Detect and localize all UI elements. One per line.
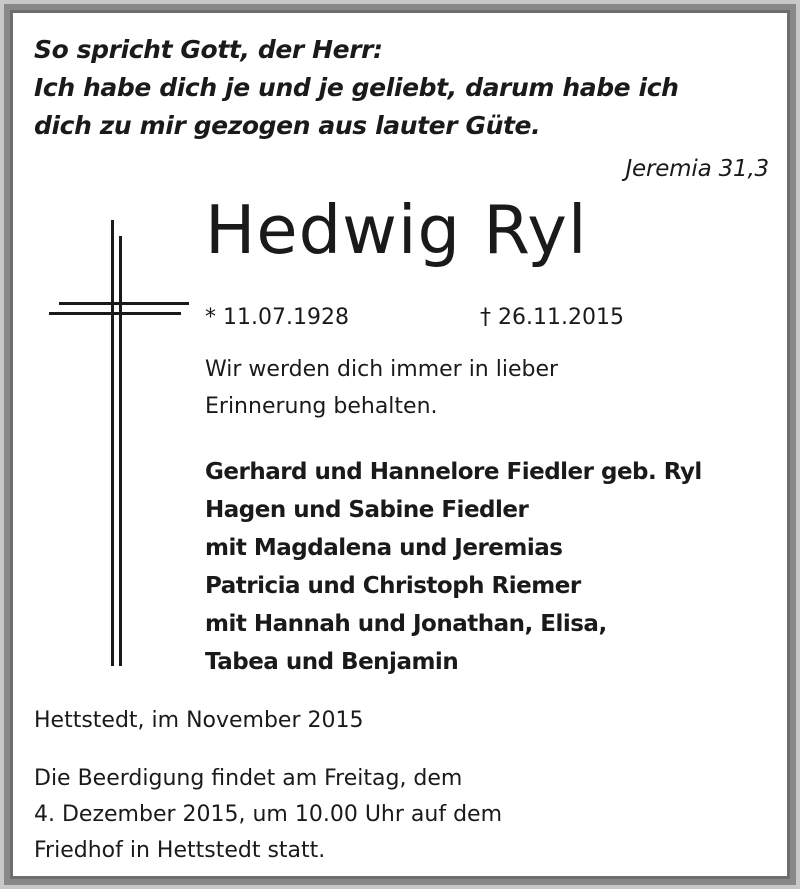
verse-line: So spricht Gott, der Herr: — [34, 35, 383, 64]
verse-reference: Jeremia 31,3 — [625, 156, 769, 182]
death-date: † 26.11.2015 — [480, 305, 624, 330]
mourner-line: mit Hannah und Jonathan, Elisa, — [205, 611, 607, 637]
mourner-line: mit Magdalena und Jeremias — [205, 535, 563, 561]
funeral-line: Friedhof in Hettstedt statt. — [34, 838, 326, 863]
mourner-line: Gerhard und Hannelore Fiedler geb. Ryl — [205, 459, 702, 485]
birth-date: * 11.07.1928 — [205, 305, 349, 330]
mourners-list — [205, 453, 702, 681]
memorial-message — [205, 351, 558, 425]
mourner-line: Tabea und Benjamin — [205, 649, 459, 675]
mourner-line: Patricia und Christoph Riemer — [205, 573, 581, 599]
obituary-notice — [13, 13, 787, 876]
mourner-line: Hagen und Sabine Fiedler — [205, 497, 529, 523]
verse-line: dich zu mir gezogen aus lauter Güte. — [34, 111, 541, 140]
deceased-name: Hedwig Ryl — [205, 191, 588, 269]
funeral-line: Die Beerdigung findet am Freitag, dem — [34, 766, 463, 791]
funeral-line: 4. Dezember 2015, um 10.00 Uhr auf dem — [34, 802, 503, 827]
bible-verse — [34, 31, 679, 145]
cross-icon — [49, 208, 199, 668]
message-line: Wir werden dich immer in lieber — [205, 357, 559, 382]
message-line: Erinnerung behalten. — [205, 394, 438, 419]
place-and-date: Hettstedt, im November 2015 — [34, 708, 364, 733]
funeral-info — [34, 761, 502, 869]
verse-line: Ich habe dich je und je geliebt, darum habe ich — [34, 73, 679, 102]
